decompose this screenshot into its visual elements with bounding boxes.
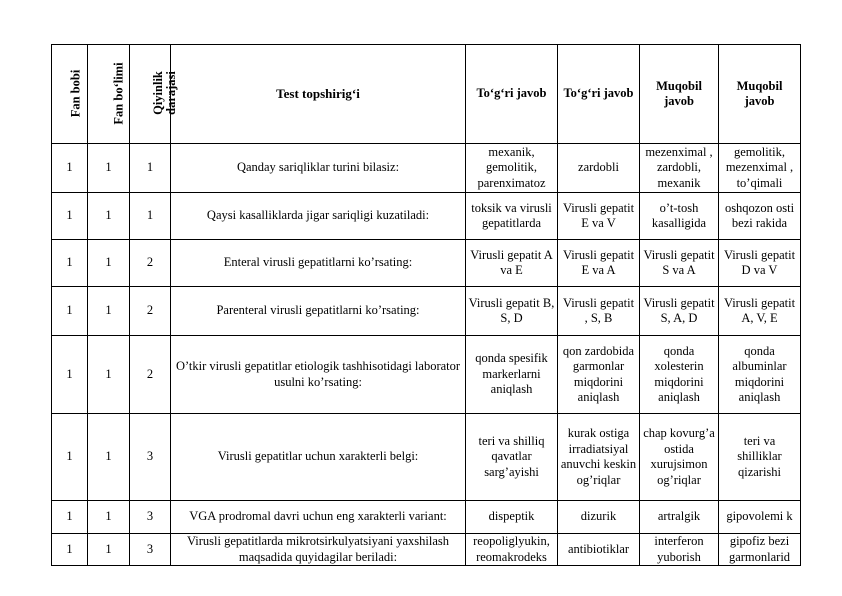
- answer-a-cell: mexanik, gemolitik, parenximatoz: [466, 144, 558, 193]
- answer-d-cell: gipovolemi k: [719, 501, 801, 534]
- table-header-row: [52, 45, 801, 144]
- qiyinlik-cell: 2: [130, 336, 171, 414]
- answer-a-cell: teri va shilliq qavatlar sarg’ayishi: [466, 414, 558, 501]
- answer-d-cell: teri va shilliklar qizarishi: [719, 414, 801, 501]
- table-row: [52, 336, 801, 414]
- fan-bolimi-cell: 1: [88, 193, 130, 240]
- test-table: [51, 44, 801, 566]
- answer-b-cell: Virusli gepatit , S, B: [558, 287, 640, 336]
- answer-a-cell: Virusli gepatit B, S, D: [466, 287, 558, 336]
- table-row: [52, 193, 801, 240]
- fan-bobi-cell: 1: [52, 501, 88, 534]
- table-row: [52, 287, 801, 336]
- question-cell: Virusli gepatitlarda mikrotsirkulyatsiyani yaxshilash maqsadida quyidagilar beriladi:: [171, 534, 466, 566]
- fan-bolimi-cell: 1: [88, 534, 130, 566]
- answer-d-cell: gemolitik, mezenximal , to’qimali: [719, 144, 801, 193]
- qiyinlik-cell: 3: [130, 501, 171, 534]
- header-muqobil-javob-1: Muqobil javob: [640, 45, 719, 144]
- answer-a-cell: qonda spesifik markerlarni aniqlash: [466, 336, 558, 414]
- fan-bobi-cell: 1: [52, 287, 88, 336]
- question-cell: Parenteral virusli gepatitlarni ko’rsating:: [171, 287, 466, 336]
- fan-bobi-cell: 1: [52, 240, 88, 287]
- fan-bolimi-cell: 1: [88, 240, 130, 287]
- qiyinlik-cell: 1: [130, 144, 171, 193]
- answer-b-cell: antibiotiklar: [558, 534, 640, 566]
- answer-a-cell: Virusli gepatit A va E: [466, 240, 558, 287]
- header-muqobil-javob-2: Muqobil javob: [719, 45, 801, 144]
- question-cell: Qaysi kasalliklarda jigar sariqligi kuzatiladi:: [171, 193, 466, 240]
- answer-c-cell: interferon yuborish: [640, 534, 719, 566]
- question-cell: VGA prodromal davri uchun eng xarakterli variant:: [171, 501, 466, 534]
- fan-bobi-cell: 1: [52, 193, 88, 240]
- fan-bolimi-cell: 1: [88, 501, 130, 534]
- table-row: [52, 240, 801, 287]
- answer-d-cell: Virusli gepatit D va V: [719, 240, 801, 287]
- answer-d-cell: qonda albuminlar miqdorini aniqlash: [719, 336, 801, 414]
- answer-d-cell: Virusli gepatit A, V, E: [719, 287, 801, 336]
- fan-bobi-cell: 1: [52, 534, 88, 566]
- header-test-topshirigi: Test topshirig‘i: [171, 45, 466, 144]
- header-fan-bobi: Fan bobi: [52, 45, 88, 144]
- answer-c-cell: chap kovurg’a ostida xurujsimon og’riqlar: [640, 414, 719, 501]
- header-togri-javob-2: To‘g‘ri javob: [558, 45, 640, 144]
- answer-c-cell: mezenximal , zardobli, mexanik: [640, 144, 719, 193]
- answer-b-cell: kurak ostiga irradiatsiyal anuvchi keskin og’riqlar: [558, 414, 640, 501]
- qiyinlik-cell: 3: [130, 534, 171, 566]
- answer-b-cell: Virusli gepatit E va V: [558, 193, 640, 240]
- answer-a-cell: reopoliglyukin, reomakrodeks: [466, 534, 558, 566]
- question-cell: Virusli gepatitlar uchun xarakterli belgi:: [171, 414, 466, 501]
- answer-a-cell: dispeptik: [466, 501, 558, 534]
- header-qiyinlik-darajasi: Qiyinlik darajasi: [130, 45, 171, 144]
- table-row: [52, 414, 801, 501]
- question-cell: O’tkir virusli gepatitlar etiologik tashhisotidagi laborator usulni ko’rsating:: [171, 336, 466, 414]
- qiyinlik-cell: 1: [130, 193, 171, 240]
- answer-b-cell: zardobli: [558, 144, 640, 193]
- answer-b-cell: dizurik: [558, 501, 640, 534]
- fan-bolimi-cell: 1: [88, 414, 130, 501]
- table-row: [52, 501, 801, 534]
- table-row: [52, 144, 801, 193]
- header-fan-bolimi: Fan bo‘limi: [88, 45, 130, 144]
- fan-bobi-cell: 1: [52, 336, 88, 414]
- table-row: [52, 534, 801, 566]
- fan-bobi-cell: 1: [52, 144, 88, 193]
- answer-c-cell: Virusli gepatit S, A, D: [640, 287, 719, 336]
- answer-b-cell: Virusli gepatit E va A: [558, 240, 640, 287]
- answer-a-cell: toksik va virusli gepatitlarda: [466, 193, 558, 240]
- fan-bolimi-cell: 1: [88, 144, 130, 193]
- answer-d-cell: gipofiz bezi garmonlarid: [719, 534, 801, 566]
- answer-c-cell: qonda xolesterin miqdorini aniqlash: [640, 336, 719, 414]
- qiyinlik-cell: 2: [130, 240, 171, 287]
- fan-bolimi-cell: 1: [88, 336, 130, 414]
- answer-b-cell: qon zardobida garmonlar miqdorini aniqlash: [558, 336, 640, 414]
- answer-d-cell: oshqozon osti bezi rakida: [719, 193, 801, 240]
- qiyinlik-cell: 3: [130, 414, 171, 501]
- answer-c-cell: o’t-tosh kasalligida: [640, 193, 719, 240]
- question-cell: Qanday sariqliklar turini bilasiz:: [171, 144, 466, 193]
- header-togri-javob-1: To‘g‘ri javob: [466, 45, 558, 144]
- answer-c-cell: artralgik: [640, 501, 719, 534]
- fan-bolimi-cell: 1: [88, 287, 130, 336]
- answer-c-cell: Virusli gepatit S va A: [640, 240, 719, 287]
- fan-bobi-cell: 1: [52, 414, 88, 501]
- question-cell: Enteral virusli gepatitlarni ko’rsating:: [171, 240, 466, 287]
- qiyinlik-cell: 2: [130, 287, 171, 336]
